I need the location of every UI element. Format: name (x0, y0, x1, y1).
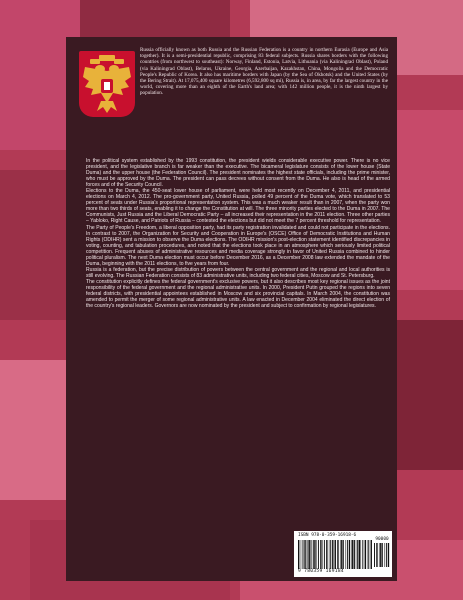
body-text (86, 158, 390, 309)
isbn-label: ISBN 978-0-359-16918-6 (298, 533, 357, 538)
russian-coat-of-arms-icon (79, 51, 135, 117)
intro-text: Russia officially known as both Russia and the Russian Federation is a country in northern Eurasia (Europe and Asia together). It is a semi-presidential republic, comprising 83 federal subjects. Russia shares borders with the following countries (from northwest to southeast): Norway, Finland, Estonia, Latvia, Lithuania (via Kaliningrad Oblast), Poland (via Kaliningrad Oblast), Belarus, Ukraine, Georgia, Azerbaijan, Kazakhstan, China, Mongolia and the Democratic People's Republic of Korea. It also has maritime borders with Japan (by the Sea of Okhotsk) and the United States (by the Bering Strait). At 17,075,400 square kilometres (6,592,800 sq mi), Russia is, in area, by far the largest country in the world, covering more than an eighth of the Earth's land area; with 142 million people, it is the ninth largest by population. (140, 47, 388, 97)
price-code: 90000 (375, 537, 389, 542)
body-paragraph: The Party of People's Freedom, a liberal opposition party, had its party registration invalidated and could not participate in the elections. In contrast to 2007, the Organization for Security and Cooperation in Europe's (OSCE) Office of Democratic Institutions and Human Rights (ODIHR) sent a mission to observe the Duma elections. The ODIHR mission's post-election statement identified discrepancies in voting, counting, and tabulation procedures, and noted that the elections took place in an atmosphere which seriously limited political competition. Frequent abuses of administrative resources and media coverage strongly in favor of United Russia combined to hinder political pluralism. The next Duma election must occur before December 2016, as a December 2008 law extended the mandate of the Duma, beginning with the 2011 elections, to five years from four. (86, 224, 390, 267)
body-paragraph: Russia is a federation, but the precise distribution of powers between the central government and the regional and local authorities is still evolving. The Russian Federation consists of 83 administrative units, including two federal cities, Moscow and St. Petersburg. (86, 266, 390, 279)
body-paragraph: In the political system established by the 1993 constitution, the president wields considerable executive power. There is no vice president, and the legislative branch is far weaker than the executive. The bicameral legislature consists of the lower house (State Duma) and the upper house (the Federation Council). The president nominates the highest state officials, including the prime minister, who must be approved by the Duma. The president can pass decrees without consent from the Duma. He also is head of the armed forces and of the Security Council. (86, 158, 390, 189)
price-barcode-icon (374, 543, 390, 567)
barcode-number: 9 780359 169184 (298, 569, 344, 574)
barcode-box (294, 531, 392, 577)
barcode-icon (298, 540, 372, 569)
body-paragraph: Elections to the Duma, the 450-seat lower house of parliament, were held most recently on December 4, 2011, and presidential elections on March 4, 2012. The pro-government party, United Russia, polled 49 percent of the Duma vote, which translated to 53 percent of seats under Russia's proportional representation system. This was a much weaker result than in 2007, when the party won more than two thirds of seats, enabling it to change the Constitution at will. The three minority parties elected to the Duma in 2007. The Communists, Just Russia and the Liberal Democratic Party – all increased their representation in the 2011 election. Three other parties – Yabloko, Right Cause, and Patriots of Russia – contested the elections but did not meet the 7 percent threshold for representation. (86, 188, 390, 225)
body-paragraph: The constitution explicitly defines the federal government's exclusive powers, but it also describes most key regional issues as the joint responsibility of the federal government and the regional administrative units. In 2000, President Putin grouped the regions into seven federal districts, with presidential appointees established in Moscow and six provincial capitals. In March 2004, the constitution was amended to permit the merger of some regional administrative units. A law enacted in December 2004 eliminated the direct election of the country's regional leaders. Governors are now nominated by the president and subject to confirmation by regional legislatures. (86, 278, 390, 310)
